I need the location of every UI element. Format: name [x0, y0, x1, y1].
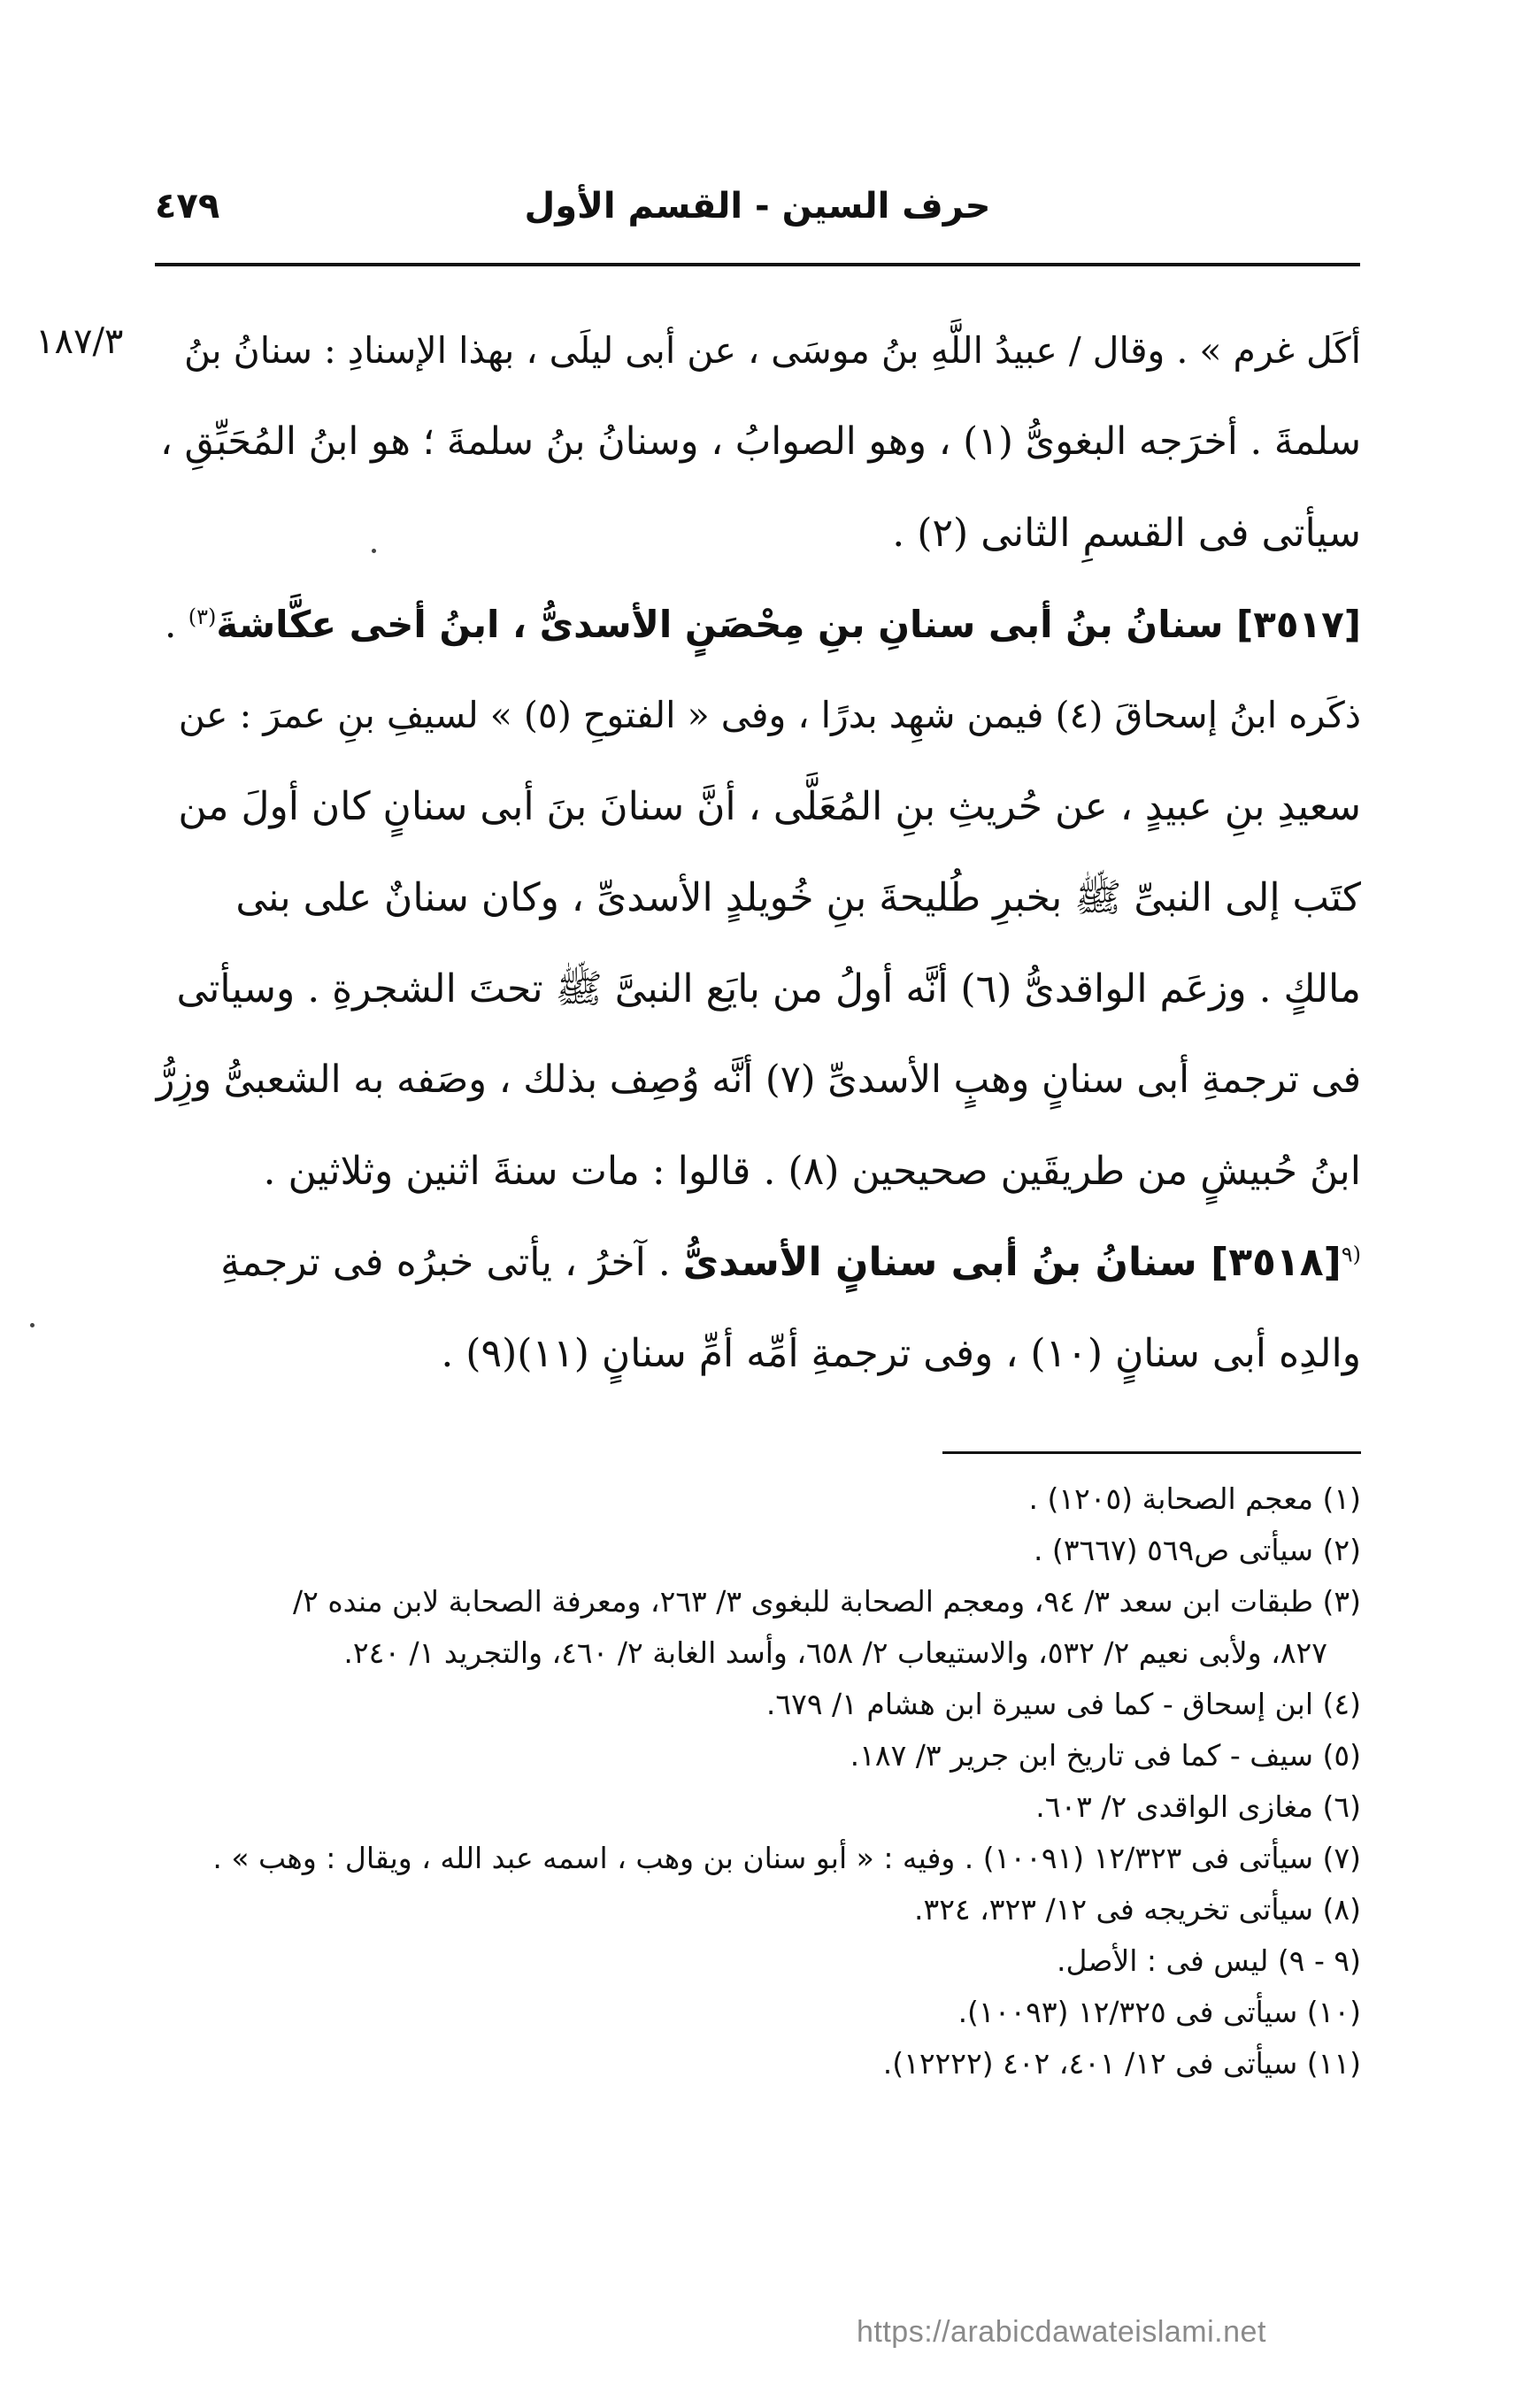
footnote: (١٠) سيأتى فى ١٢/٣٢٥ (١٠٠٩٣). [957, 1995, 1361, 2029]
footnote: (٨) سيأتى تخريجه فى ١٢/ ٣٢٣، ٣٢٤. [913, 1892, 1361, 1927]
text-line: والدِه أبى سنانٍ (١٠) ، وفى ترجمةِ أمِّه أمِّ سنانٍ (١١)(٩) . [441, 1331, 1361, 1376]
entry-heading-3518: $^{(٩}$[٣٥١٨] سنانُ بنُ أبى سنانٍ الأسدىُّ . آخرُ ، يأتى خبرُه فى ترجمةِ [220, 1240, 1361, 1285]
entry-heading-3517: [٣٥١٧] سنانُ بنُ أبى سنانِ بنِ مِحْصَنٍ الأسدىُّ ، ابنُ أخى عكَّاشةَ$^{(٣)}$ . [165, 603, 1361, 646]
text-line: أكَل غرم » . وقال / عبيدُ اللَّهِ بنُ موسَى ، عن أبى ليلَى ، بهذا الإسنادِ : سنانُ بنُ [183, 329, 1361, 372]
footnote-marker: (٣) [188, 604, 217, 629]
page-number: ٤٧٩ [155, 186, 220, 227]
main-text [158, 305, 1361, 1399]
running-title: حرف السين - القسم الأول [524, 186, 991, 227]
header-rule [155, 263, 1360, 266]
footnote: (٩ - ٩) ليس فى : الأصل. [1056, 1943, 1361, 1978]
footnote: (٦) مغازى الواقدى ٢/ ٦٠٣. [1035, 1789, 1361, 1824]
entry-title: [٣٥١٨] سنانُ بنُ أبى سنانٍ الأسدىُّ [682, 1240, 1342, 1285]
footnotes [158, 1473, 1361, 2089]
footnote: (٢) سيأتى ص٥٦٩ (٣٦٦٧) . [1033, 1533, 1361, 1567]
footnote: (٧) سيأتى فى ١٢/٣٢٣ (١٠٠٩١) . وفيه : « أبو سنان بن وهب ، اسمه عبد الله ، ويقال : وهب » . [212, 1841, 1361, 1875]
text-line: سيأتى فى القسمِ الثانى (٢) . [892, 511, 1361, 556]
footnote: (١) معجم الصحابة (١٢٠٥) . [1028, 1481, 1361, 1516]
text-line: سعيدِ بنِ عبيدٍ ، عن حُريثِ بنِ المُعَلَّى ، أنَّ سنانَ بنَ أبى سنانٍ كان أولَ من [178, 784, 1361, 829]
footnote: (٥) سيف - كما فى تاريخ ابن جرير ٣/ ١٨٧. [850, 1738, 1361, 1773]
footnote: (١١) سيأتى فى ١٢/ ٤٠١، ٤٠٢ (١٢٢٢٢). [882, 2046, 1361, 2081]
entry-title: [٣٥١٧] سنانُ بنُ أبى سنانِ بنِ مِحْصَنٍ الأسدىُّ ، ابنُ أخى عكَّاشةَ [216, 603, 1361, 646]
footnotes-rule [942, 1451, 1361, 1454]
margin-reference: ١٨٧/٣ [35, 321, 124, 362]
page-header [155, 177, 1360, 248]
text-line: سلمةَ . أخرَجه البغوىُّ (١) ، وهو الصوابُ ، وسنانُ بنُ سلمةَ ؛ هو ابنُ المُحَبِّقِ ، [159, 419, 1361, 464]
text-line: ذكَره ابنُ إسحاقَ (٤) فيمن شهِد بدرًا ، وفى « الفتوحِ (٥) » لسيفِ بنِ عمرَ : عن [178, 694, 1361, 736]
scan-speck [30, 1323, 35, 1327]
footnote-continuation: ٨٢٧، ولأبى نعيم ٢/ ٥٣٢، والاستيعاب ٢/ ٦٥٨، وأسد الغابة ٢/ ٤٦٠، والتجريد ١/ ٢٤٠. [343, 1635, 1327, 1670]
text-line: فى ترجمةِ أبى سنانٍ وهبٍ الأسدىِّ (٧) أنَّه وُصِف بذلك ، وصَفه به الشعبىُّ وزِرُّ [156, 1058, 1361, 1102]
footnote-marker: (٩ [1341, 1242, 1361, 1267]
watermark-url: https://arabicdawateislami.net [857, 2315, 1266, 2349]
scan-speck [372, 549, 376, 553]
footnote: (٤) ابن إسحاق - كما فى سيرة ابن هشام ١/ ٦٧٩. [765, 1687, 1361, 1721]
text-line: مالكٍ . وزعَم الواقدىُّ (٦) أنَّه أولُ من بايَع النبىَّ ﷺ تحتَ الشجرةِ . وسيأتى [176, 966, 1361, 1012]
footnote: (٣) طبقات ابن سعد ٣/ ٩٤، ومعجم الصحابة للبغوى ٣/ ٢٦٣، ومعرفة الصحابة لابن منده ٢/ [292, 1584, 1361, 1619]
text-line: ابنُ حُبيشٍ من طريقَين صحيحين (٨) . قالوا : مات سنةَ اثنين وثلاثين . [263, 1149, 1361, 1194]
text-line: كتَب إلى النبىِّ ﷺ بخبرِ طُليحةَ بنِ خُويلدٍ الأسدىِّ ، وكان سنانٌ على بنى [235, 875, 1361, 920]
